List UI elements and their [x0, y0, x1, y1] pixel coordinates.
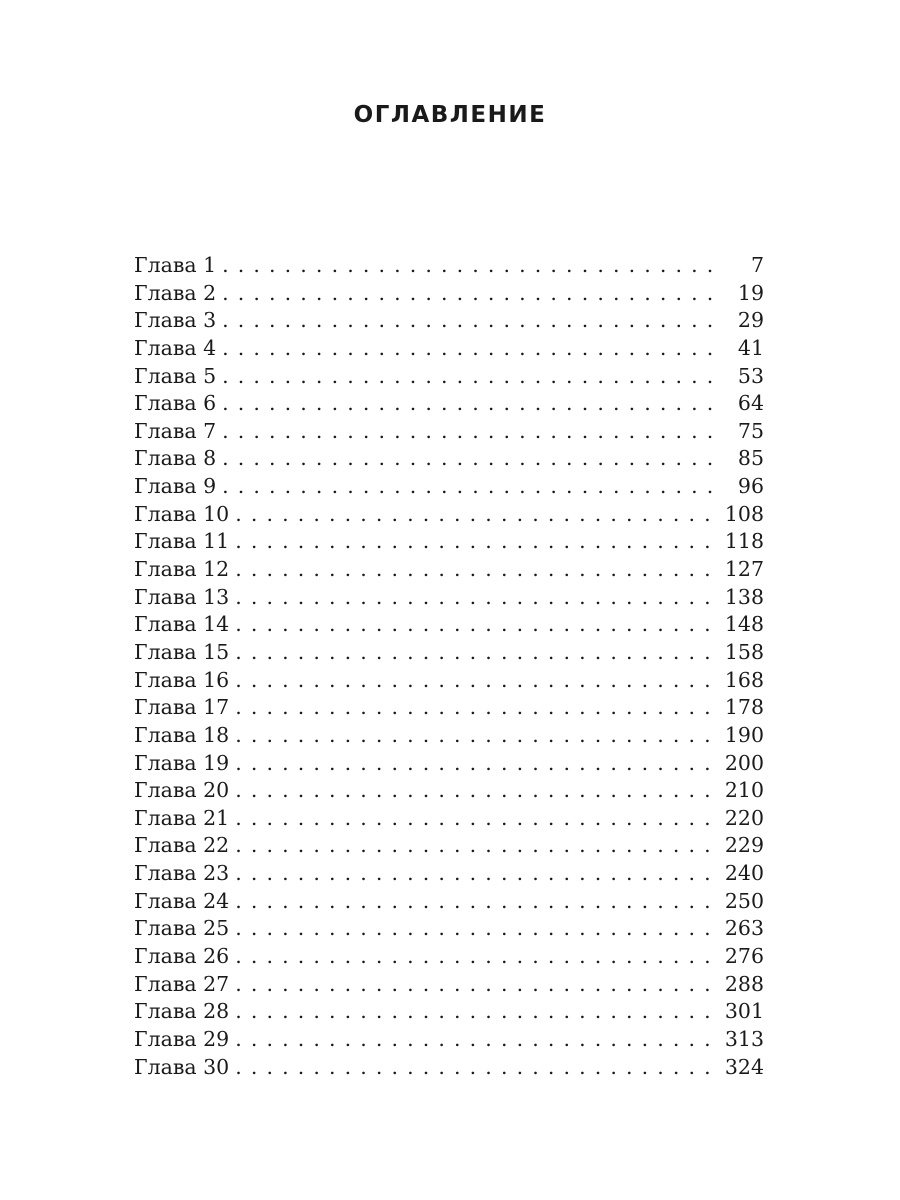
- dot-leader: [229, 584, 720, 612]
- toc-entry-label: Глава 22: [134, 833, 230, 858]
- dot-leader: [229, 777, 720, 805]
- dot-leader: [229, 639, 720, 667]
- toc-entry-label: Глава 20: [134, 778, 230, 803]
- dot-leader: [229, 888, 720, 916]
- toc-entry-page-number: 178: [724, 695, 764, 720]
- toc-entry[interactable]: [134, 888, 764, 916]
- dot-leader: [229, 943, 720, 971]
- toc-entry-label: Глава 15: [134, 639, 230, 664]
- toc-entry-page-number: 118: [724, 529, 764, 554]
- toc-entry[interactable]: [134, 473, 764, 501]
- toc-entry-label: Глава 23: [134, 861, 230, 886]
- toc-entry[interactable]: [134, 418, 764, 446]
- dot-leader: [216, 445, 720, 473]
- toc-entry-label: Глава 1: [134, 253, 217, 277]
- toc-entry-page-number: 288: [724, 971, 764, 996]
- toc-entry[interactable]: [134, 335, 764, 363]
- toc-entry-page-number: 324: [724, 1054, 764, 1079]
- dot-leader: [229, 805, 720, 833]
- toc-entry-page-number: 229: [724, 833, 764, 858]
- toc-entry[interactable]: [134, 915, 764, 943]
- toc-entry-label: Глава 9: [134, 474, 217, 499]
- toc-entry-page-number: 75: [737, 418, 764, 443]
- dot-leader: [216, 252, 720, 280]
- toc-entry-label: Глава 7: [134, 418, 217, 443]
- toc-entry-page-number: 158: [724, 639, 764, 664]
- dot-leader: [229, 667, 720, 695]
- toc-entry-page-number: 53: [737, 363, 764, 388]
- dot-leader: [229, 694, 720, 722]
- toc-entry[interactable]: [134, 971, 764, 999]
- toc-entry[interactable]: [134, 280, 764, 308]
- dot-leader: [216, 363, 720, 391]
- toc-entry-label: Глава 10: [134, 501, 230, 526]
- dot-leader: [216, 307, 720, 335]
- dot-leader: [229, 501, 720, 529]
- toc-entry-page-number: 64: [737, 391, 764, 416]
- toc-entry[interactable]: [134, 307, 764, 335]
- toc-entry-page-number: 85: [737, 446, 764, 471]
- toc-entry-page-number: 313: [724, 1026, 764, 1051]
- dot-leader: [216, 390, 720, 418]
- toc-entry[interactable]: [134, 584, 764, 612]
- toc-entry-page-number: 138: [724, 584, 764, 609]
- toc-entry-label: Глава 13: [134, 584, 230, 609]
- toc-entry-label: Глава 8: [134, 446, 217, 471]
- toc-entry[interactable]: [134, 611, 764, 639]
- toc-entry-label: Глава 26: [134, 944, 230, 969]
- dot-leader: [229, 528, 720, 556]
- toc-entry-label: Глава 6: [134, 391, 217, 416]
- toc-entry-label: Глава 11: [134, 529, 230, 554]
- toc-entry-page-number: 200: [724, 750, 764, 775]
- dot-leader: [216, 418, 720, 446]
- toc-entry-page-number: 301: [724, 999, 764, 1024]
- dot-leader: [229, 971, 720, 999]
- toc-entry[interactable]: [134, 528, 764, 556]
- toc-entry[interactable]: [134, 390, 764, 418]
- toc-entry[interactable]: [134, 556, 764, 584]
- toc-entry-page-number: 96: [737, 474, 764, 499]
- toc-entry[interactable]: [134, 805, 764, 833]
- dot-leader: [229, 915, 720, 943]
- toc-entry-page-number: 263: [724, 916, 764, 941]
- toc-entry-label: Глава 4: [134, 335, 217, 360]
- toc-entry-label: Глава 25: [134, 916, 230, 941]
- table-of-contents: [134, 252, 764, 1081]
- dot-leader: [229, 1026, 720, 1054]
- dot-leader: [229, 750, 720, 778]
- toc-entry-page-number: 7: [750, 253, 764, 277]
- dot-leader: [216, 280, 720, 308]
- toc-entry-page-number: 108: [724, 501, 764, 526]
- toc-entry-label: Глава 5: [134, 363, 217, 388]
- toc-entry[interactable]: [134, 667, 764, 695]
- toc-entry[interactable]: [134, 694, 764, 722]
- dot-leader: [229, 611, 720, 639]
- toc-entry-page-number: 210: [724, 778, 764, 803]
- dot-leader: [216, 335, 720, 363]
- toc-entry[interactable]: [134, 363, 764, 391]
- dot-leader: [229, 722, 720, 750]
- toc-entry-page-number: 148: [724, 612, 764, 637]
- toc-entry-label: Глава 21: [134, 805, 230, 830]
- toc-entry-page-number: 29: [737, 308, 764, 333]
- toc-entry-label: Глава 3: [134, 308, 217, 333]
- toc-entry-page-number: 127: [724, 557, 764, 582]
- toc-entry-label: Глава 16: [134, 667, 230, 692]
- dot-leader: [229, 998, 720, 1026]
- dot-leader: [229, 832, 720, 860]
- toc-entry-label: Глава 14: [134, 612, 230, 637]
- toc-entry-label: Глава 2: [134, 280, 217, 305]
- dot-leader: [216, 473, 720, 501]
- toc-entry-label: Глава 12: [134, 557, 230, 582]
- toc-entry[interactable]: [134, 445, 764, 473]
- toc-entry[interactable]: [134, 501, 764, 529]
- toc-entry[interactable]: [134, 832, 764, 860]
- toc-entry-label: Глава 24: [134, 888, 230, 913]
- toc-entry[interactable]: [134, 639, 764, 667]
- page-title: ОГЛАВЛЕНИЕ: [353, 102, 547, 128]
- toc-entry[interactable]: [134, 1026, 764, 1054]
- toc-entry-label: Глава 19: [134, 750, 230, 775]
- toc-entry-page-number: 19: [737, 280, 764, 305]
- toc-entry[interactable]: [134, 860, 764, 888]
- toc-entry-page-number: 41: [737, 335, 764, 360]
- toc-entry-page-number: 220: [724, 805, 764, 830]
- toc-entry-page-number: 190: [724, 722, 764, 747]
- toc-entry[interactable]: [134, 777, 764, 805]
- dot-leader: [229, 860, 720, 888]
- toc-entry-page-number: 250: [724, 888, 764, 913]
- toc-entry-label: Глава 30: [134, 1054, 230, 1079]
- toc-entry-label: Глава 29: [134, 1026, 230, 1051]
- toc-entry[interactable]: [134, 1054, 764, 1082]
- toc-entry[interactable]: [134, 722, 764, 750]
- toc-entry-page-number: 240: [724, 861, 764, 886]
- dot-leader: [229, 556, 720, 584]
- toc-entry[interactable]: [134, 998, 764, 1026]
- toc-entry-label: Глава 18: [134, 722, 230, 747]
- toc-entry-page-number: 276: [724, 944, 764, 969]
- toc-entry-label: Глава 17: [134, 695, 230, 720]
- toc-entry[interactable]: [134, 252, 764, 280]
- dot-leader: [229, 1054, 720, 1082]
- toc-entry-label: Глава 28: [134, 999, 230, 1024]
- toc-entry-label: Глава 27: [134, 971, 230, 996]
- toc-entry-page-number: 168: [724, 667, 764, 692]
- toc-entry[interactable]: [134, 943, 764, 971]
- toc-entry[interactable]: [134, 750, 764, 778]
